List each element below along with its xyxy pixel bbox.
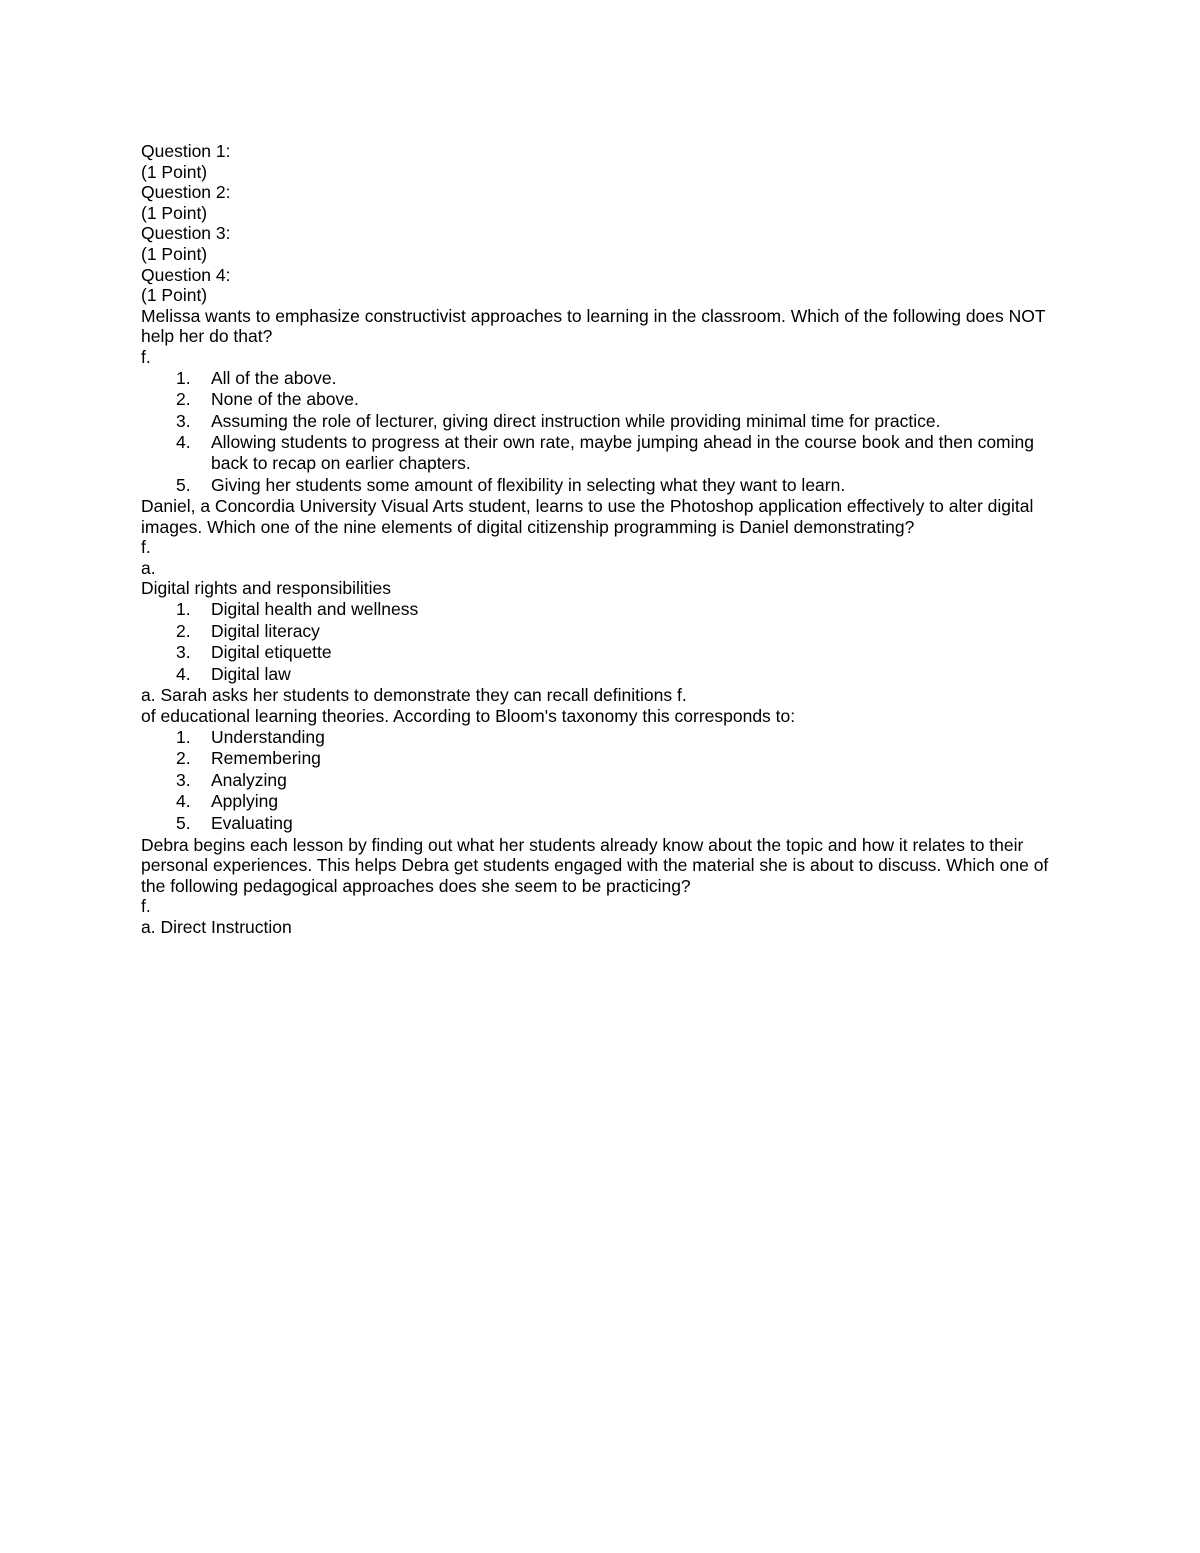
option-number: 1. xyxy=(176,367,191,388)
option-number: 1. xyxy=(176,599,191,620)
option-item[interactable] xyxy=(141,642,1071,663)
question-2-marker-a: a. xyxy=(141,557,156,578)
option-item[interactable] xyxy=(141,813,1071,834)
option-item[interactable] xyxy=(141,389,1071,410)
question-3-options xyxy=(141,727,1071,834)
option-text: Assuming the role of lecturer, giving direct instruction while providing minimal time for practice. xyxy=(211,410,941,431)
option-number: 3. xyxy=(176,769,191,790)
option-text: Evaluating xyxy=(211,813,293,833)
question-1-marker: f. xyxy=(141,346,151,367)
option-item[interactable] xyxy=(141,621,1071,642)
option-item[interactable] xyxy=(141,748,1071,769)
option-number: 4. xyxy=(176,663,191,684)
question-1-prompt: Melissa wants to emphasize constructivist approaches to learning in the classroom. Which of the following does NOT help her do that? xyxy=(141,305,1046,347)
question-1-label: Question 1: xyxy=(141,141,231,161)
option-number: 5. xyxy=(176,813,191,833)
option-text: Digital literacy xyxy=(211,620,320,641)
option-text: Allowing students to progress at their own rate, maybe jumping ahead in the course book and then coming back to recap on earlier chapters. xyxy=(211,432,1034,473)
option-number: 4. xyxy=(176,791,191,812)
option-item[interactable] xyxy=(141,727,1071,748)
option-text: Digital law xyxy=(211,663,291,684)
question-1-options xyxy=(141,368,1071,496)
option-text: Analyzing xyxy=(211,769,287,790)
option-text: Giving her students some amount of flexibility in selecting what they want to learn. xyxy=(211,474,846,495)
question-2-block xyxy=(141,496,1071,684)
question-4-first-option[interactable]: a. Direct Instruction xyxy=(141,916,292,937)
option-number: 3. xyxy=(176,410,191,431)
option-number: 3. xyxy=(176,642,191,663)
question-4-prompt: Debra begins each lesson by finding out what her students already know about the topic and how it relates to their personal experiences. This helps Debra get students engaged with the material she is about to discuss. Which one of the following pedagogical approaches does she seem to be practicing? xyxy=(141,834,1049,896)
question-4-label: Question 4: xyxy=(141,264,231,285)
question-1-block xyxy=(141,306,1071,495)
option-item[interactable] xyxy=(141,791,1071,812)
option-number: 2. xyxy=(176,389,191,410)
question-3-points: (1 Point) xyxy=(141,243,208,264)
question-2-label: Question 2: xyxy=(141,182,231,203)
option-text: Understanding xyxy=(211,726,325,747)
question-4-block xyxy=(141,835,1071,938)
question-1-points: (1 Point) xyxy=(141,161,208,182)
option-number: 1. xyxy=(176,726,191,747)
option-item[interactable] xyxy=(141,368,1071,389)
option-text: Remembering xyxy=(211,748,321,769)
option-text: All of the above. xyxy=(211,367,337,388)
option-item[interactable] xyxy=(141,411,1071,432)
option-number: 2. xyxy=(176,620,191,641)
question-2-options xyxy=(141,599,1071,684)
option-item[interactable] xyxy=(141,770,1071,791)
question-2-first-option[interactable]: Digital rights and responsibilities xyxy=(141,578,391,599)
question-3-prompt-line-2: of educational learning theories. According to Bloom's taxonomy this corresponds to: xyxy=(141,706,796,727)
option-text: None of the above. xyxy=(211,389,359,410)
option-number: 2. xyxy=(176,748,191,769)
question-4-marker: f. xyxy=(141,896,151,917)
option-number: 5. xyxy=(176,474,191,495)
question-2-marker-f: f. xyxy=(141,537,151,558)
question-2-prompt: Daniel, a Concordia University Visual Arts student, learns to use the Photoshop application effectively to alter digital images. Which one of the nine elements of digital citizenship programming is Daniel demonstrating? xyxy=(141,496,1034,537)
question-4-points: (1 Point) xyxy=(141,285,208,306)
question-2-points: (1 Point) xyxy=(141,202,208,223)
question-3-block xyxy=(141,685,1071,833)
option-text: Digital etiquette xyxy=(211,642,332,663)
option-text: Applying xyxy=(211,791,279,812)
option-item[interactable] xyxy=(141,664,1071,685)
option-number: 4. xyxy=(176,432,191,453)
option-item[interactable] xyxy=(141,599,1071,620)
option-item[interactable] xyxy=(141,475,1071,496)
option-item[interactable] xyxy=(141,432,1071,473)
option-text: Digital health and wellness xyxy=(211,599,419,620)
question-3-label: Question 3: xyxy=(141,223,231,244)
question-3-prompt-line-1: a. Sarah asks her students to demonstrate they can recall definitions f. xyxy=(141,685,687,706)
document-page xyxy=(141,141,1071,938)
question-headers xyxy=(141,141,1071,306)
